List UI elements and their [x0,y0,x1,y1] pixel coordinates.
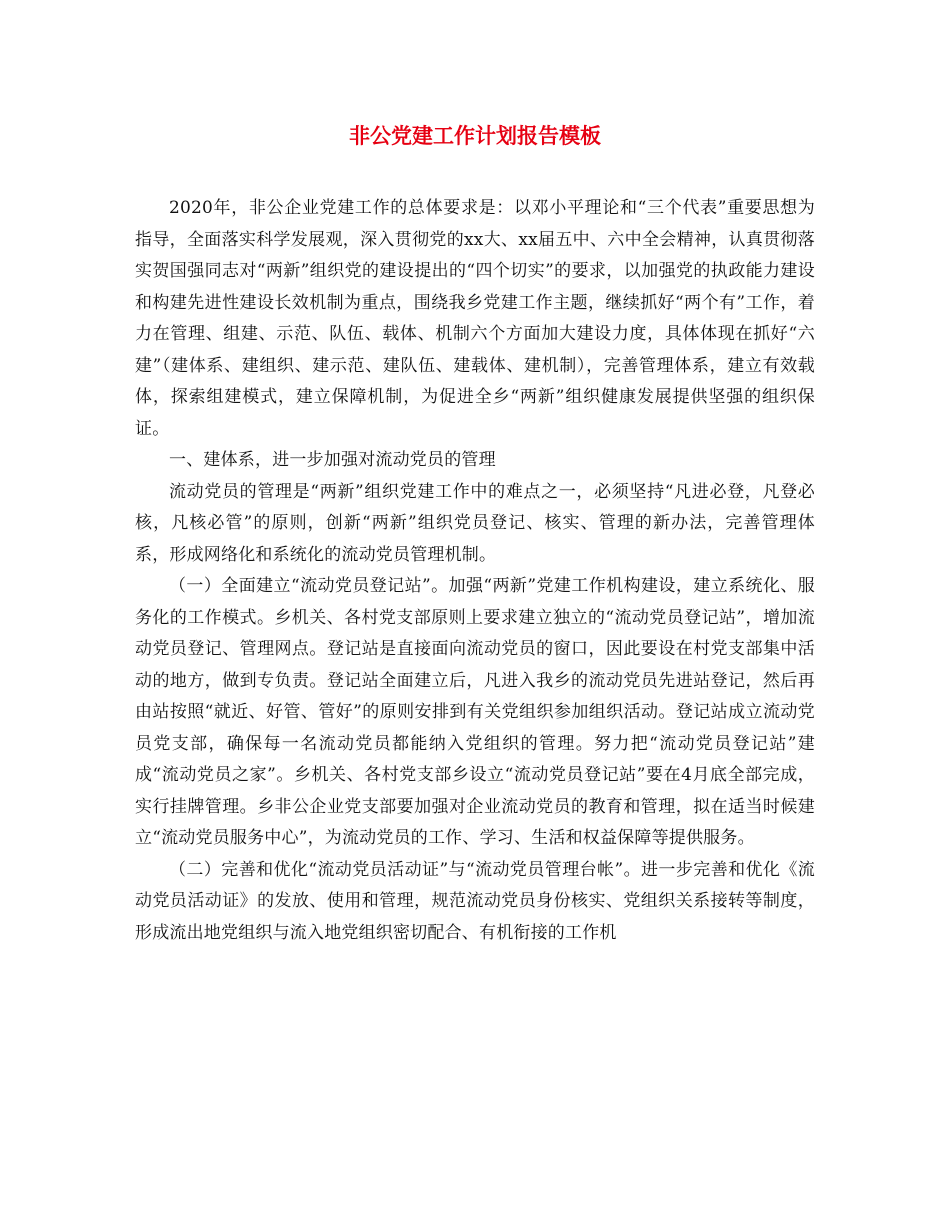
paragraph-item-1: （一）全面建立“流动党员登记站”。加强“两新”党建工作机构建设，建立系统化、服务化的工作模式。乡机关、各村党支部原则上要求建立独立的“流动党员登记站”，增加流动党员登记、管理网点。登记站是直接面向流动党员的窗口，因此要设在村党支部集中活动的地方，做到专负责。登记站全面建立后，凡进入我乡的流动党员先进站登记，然后再由站按照“就近、好管、管好”的原则安排到有关党组织参加组织活动。登记站成立流动党员党支部，确保每一名流动党员都能纳入党组织的管理。努力把“流动党员登记站”建成“流动党员之家”。乡机关、各村党支部乡设立“流动党员登记站”要在4月底全部完成，实行挂牌管理。乡非公企业党支部要加强对企业流动党员的教育和管理，拟在适当时候建立“流动党员服务中心”，为流动党员的工作、学习、生活和权益保障等提供服务。 [135,576,815,848]
document-title: 非公党建工作计划报告模板 [349,123,601,148]
document-body [135,193,815,949]
paragraph-section-1: 流动党员的管理是“两新”组织党建工作中的难点之一，必须坚持“凡进必登，凡登必核，凡核必管”的原则，创新“两新”组织党员登记、核实、管理的新办法，完善管理体系，形成网络化和系统化的流动党员管理机制。 [135,481,815,565]
paragraph-intro: 2020年，非公企业党建工作的总体要求是：以邓小平理论和“三个代表”重要思想为指导，全面落实科学发展观，深入贯彻党的xx大、xx届五中、六中全会精神，认真贯彻落实贺国强同志对“两新”组织党的建设提出的“四个切实”的要求，以加强党的执政能力建设和构建先进性建设长效机制为重点，围绕我乡党建工作主题，继续抓好“两个有”工作，着力在管理、组建、示范、队伍、载体、机制六个方面加大建设力度，具体体现在抓好“六建”（建体系、建组织、建示范、建队伍、建载体、建机制），完善管理体系，建立有效载体，探索组建模式，建立保障机制，为促进全乡“两新”组织健康发展提供坚强的组织保证。 [135,198,815,439]
paragraph-item-2: （二）完善和优化“流动党员活动证”与“流动党员管理台帐”。进一步完善和优化《流动党员活动证》的发放、使用和管理，规范流动党员身份核实、党组织关系接转等制度，形成流出地党组织与流入地党组织密切配合、有机衔接的工作机 [135,859,815,943]
section-heading-1: 一、建体系，进一步加强对流动党员的管理 [169,450,496,470]
